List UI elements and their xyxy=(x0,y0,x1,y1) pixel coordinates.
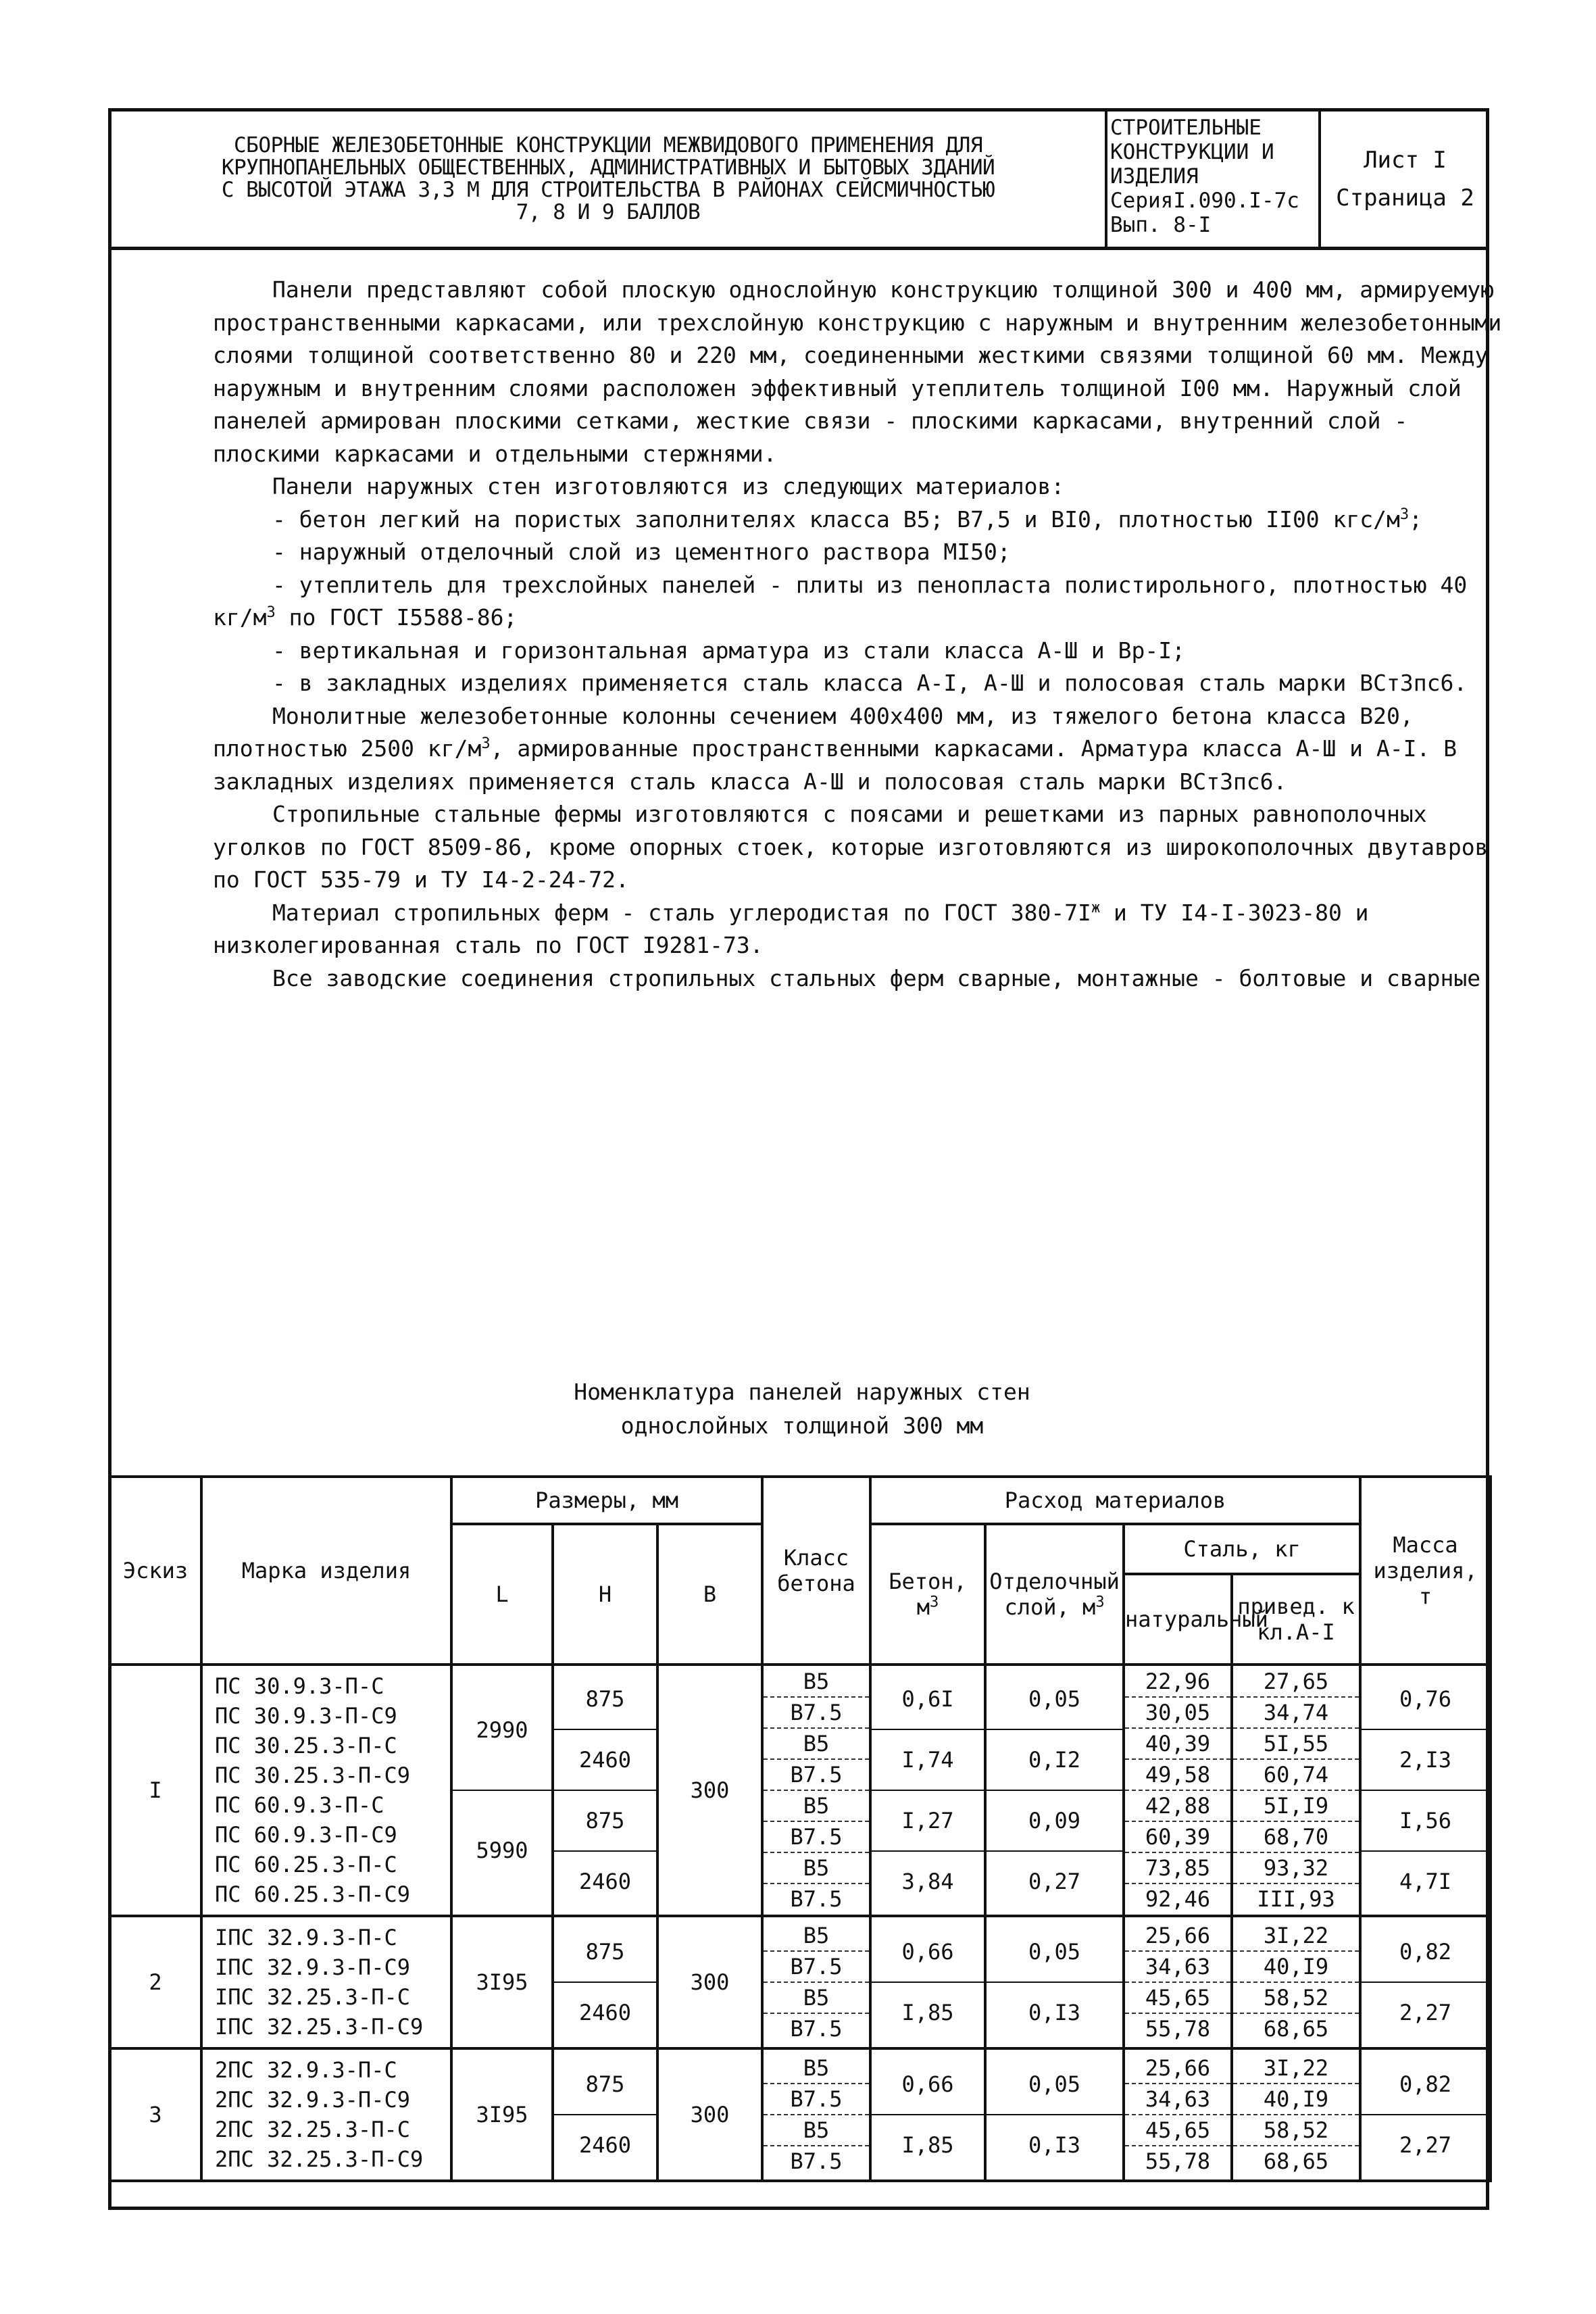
mark-cell xyxy=(201,2048,451,2181)
finish-cell-value: 0,I3 xyxy=(987,2114,1122,2175)
col-h: H xyxy=(553,1524,657,1665)
height-cell-value: 2460 xyxy=(554,1981,656,2042)
steel-reduced-cell-value: 68,70 xyxy=(1233,1821,1359,1852)
col-concrete: Бетон, $м^3$ xyxy=(870,1524,985,1665)
steel-natural-cell-value: 34,63 xyxy=(1125,1950,1230,1981)
steel-reduced-cell-value: III,93 xyxy=(1233,1883,1359,1914)
list-item: - наружный отделочный слой из цементного раствора МI50; xyxy=(272,539,1011,565)
steel-natural-cell-value: 25,66 xyxy=(1145,1923,1211,1948)
paragraph: Стропильные стальные фермы изготовляются с поясами и решетками из парных равнополочных уголков по ГОСТ 8509-86, кроме опорных стоек, которые изготовляются из широкополочных двутавров по ГОСТ 535-79 и ТУ I4-2-24-72. xyxy=(213,801,1489,893)
col-mark: Марка изделия xyxy=(201,1477,451,1665)
title-line: КРУПНОПАНЕЛЬНЫХ ОБЩЕСТВЕННЫХ, АДМИНИСТРАТИВНЫХ И БЫТОВЫХ ЗДАНИЙ xyxy=(221,155,995,180)
thickness-cell: 300 xyxy=(657,2048,762,2181)
table-row xyxy=(109,2048,1491,2181)
paragraph: Панели представляют собой плоскую однослойную конструкцию толщиной 300 и 400 мм, армируемую пространственными каркасами, или трехслойную конструкцию с наружным и внутренним железобетонными слоями толщиной соответственно 80 и 220 мм, соединенными жесткими связями толщиной 60 мм. Между наружным и внутренним слоями расположен эффективный утеплитель толщиной I00 мм. Наружный слой панелей армирован плоскими сетками, жесткие связи - плоскими каркасами, внутренний слой - плоскими каркасами и отдельными стержнями. xyxy=(213,276,1502,467)
height-cell-value: 875 xyxy=(585,2071,625,2097)
class-cell xyxy=(762,2048,870,2181)
table-row xyxy=(109,1665,1491,1916)
sketch-cell: I xyxy=(109,1665,201,1916)
steel-reduced-cell-value: 60,74 xyxy=(1233,1758,1359,1790)
product-mark: ПС 60.9.3-П-С xyxy=(215,1792,384,1818)
steel-reduced-cell-value: 58,52 xyxy=(1233,1981,1359,2013)
list-item: - в закладных изделиях применяется сталь класса А-I, А-Ш и полосовая сталь марки ВСт3пс6. xyxy=(272,670,1468,696)
sketch-cell: 3 xyxy=(109,2048,201,2181)
class-cell-value: В7.5 xyxy=(764,1883,869,1914)
product-mark: ПС 30.25.3-П-С9 xyxy=(215,1763,410,1788)
concrete-cell-value: 0,66 xyxy=(901,1939,954,1965)
product-mark: IПС 32.25.3-П-С xyxy=(215,1984,410,2010)
thickness-cell: 300 xyxy=(657,1916,762,2048)
col-consumption: Расход материалов xyxy=(870,1477,1360,1524)
series-line: Вып. 8-I xyxy=(1110,213,1212,237)
steel-natural-cell-value: 55,78 xyxy=(1125,2013,1230,2044)
class-cell-value: В7.5 xyxy=(764,1821,869,1852)
steel-reduced-cell-value: 5I,I9 xyxy=(1233,1790,1359,1821)
mass-cell-value: 0,82 xyxy=(1399,1939,1452,1965)
steel-natural-cell-value: 73,85 xyxy=(1125,1852,1230,1883)
mass-cell-value: 2,27 xyxy=(1362,1981,1489,2042)
series-line: СерияI.090.I-7с xyxy=(1110,189,1299,213)
product-mark: ПС 60.25.3-П-С xyxy=(215,1852,397,1877)
mass-cell-value: I,56 xyxy=(1362,1790,1489,1850)
finish-cell-value: 0,05 xyxy=(1028,1686,1081,1712)
class-cell-value: В5 xyxy=(764,1852,869,1883)
finish-cell-value: 0,27 xyxy=(987,1850,1122,1911)
page-frame xyxy=(108,108,1502,2210)
paragraph: Все заводские соединения стропильных стальных ферм сварные, монтажные - болтовые и сварные. xyxy=(272,964,1494,991)
paragraph: Монолитные железобетонные колонны сечением 400х400 мм, из тяжелого бетона класса В20, плотностью 2500 $кг/м^3$, армированные пространственными каркасами. Арматура класса А-Ш и А-I. В закладных изделиях применяется сталь класса А-Ш и полосовая сталь марки ВСт3пс6. xyxy=(213,702,1457,795)
list-item: - утеплитель для трехслойных панелей - плиты из пенопласта полистирольного, плотностью 40 $кг/м^3$ по ГОСТ I5588-86; xyxy=(213,571,1468,631)
height-cell xyxy=(553,2048,657,2181)
steel-reduced-cell-value: 3I,22 xyxy=(1263,2055,1329,2081)
concrete-cell-value: 0,66 xyxy=(901,2071,954,2097)
class-cell-value: В7.5 xyxy=(764,1950,869,1981)
steel-natural-cell-value: 25,66 xyxy=(1145,2055,1211,2081)
steel-natural-cell-value: 60,39 xyxy=(1125,1821,1230,1852)
steel-natural-cell-value: 45,65 xyxy=(1125,1981,1230,2013)
steel-reduced-cell-value: 93,32 xyxy=(1233,1852,1359,1883)
steel-natural-cell-value: 22,96 xyxy=(1145,1669,1211,1694)
paragraph: Материал стропильных ферм - сталь углеродистая по ГОСТ $380-7I^ж$ и ТУ I4-I-3023-80 и низколегированная сталь по ГОСТ I9281-73. xyxy=(213,899,1369,958)
finish-cell xyxy=(985,1916,1124,2048)
title-line: С ВЫСОТОЙ ЭТАЖА 3,3 М ДЛЯ СТРОИТЕЛЬСТВА В РАЙОНАХ СЕЙСМИЧНОСТЬЮ xyxy=(221,178,995,202)
col-finish: Отделочный слой, $м^3$ xyxy=(985,1524,1124,1665)
mark-cell xyxy=(201,1916,451,2048)
table-title-line: однослойных толщиной 300 мм xyxy=(620,1412,984,1439)
product-mark: IПС 32.9.3-П-С xyxy=(215,1925,397,1950)
height-cell-value: 2460 xyxy=(554,2114,656,2175)
col-sizes: Размеры, мм xyxy=(451,1477,762,1524)
col-sketch: Эскиз xyxy=(109,1477,201,1665)
sheet-number: Лист I xyxy=(1364,147,1447,174)
finish-cell-value: 0,05 xyxy=(1028,2071,1081,2097)
steel-reduced-cell xyxy=(1232,1665,1360,1916)
class-cell-value: В7.5 xyxy=(764,2083,869,2114)
concrete-cell xyxy=(870,1665,985,1916)
finish-cell-value: 0,05 xyxy=(1028,1939,1081,1965)
steel-natural-cell-value: 45,65 xyxy=(1125,2114,1230,2145)
steel-reduced-cell-value: 40,I9 xyxy=(1233,2083,1359,2114)
concrete-cell-value: 3,84 xyxy=(872,1850,984,1911)
class-cell-value: В7.5 xyxy=(764,1696,869,1727)
mass-cell-value: 4,7I xyxy=(1362,1850,1489,1911)
mass-cell xyxy=(1360,1916,1491,2048)
thickness-cell: 300 xyxy=(657,1665,762,1916)
mass-cell xyxy=(1360,2048,1491,2181)
col-steel: Сталь, кг xyxy=(1124,1524,1360,1574)
product-mark: ПС 60.9.3-П-С9 xyxy=(215,1822,397,1848)
class-cell-value: В5 xyxy=(803,2055,830,2081)
sketch-cell: 2 xyxy=(109,1916,201,2048)
table-body xyxy=(109,1665,1491,2181)
steel-reduced-cell xyxy=(1232,2048,1360,2181)
product-mark: 2ПС 32.25.3-П-С9 xyxy=(215,2146,424,2172)
steel-natural-cell xyxy=(1124,2048,1232,2181)
steel-reduced-cell xyxy=(1232,1916,1360,2048)
steel-natural-cell-value: 92,46 xyxy=(1125,1883,1230,1914)
series-line: КОНСТРУКЦИИ И xyxy=(1110,140,1274,164)
length-cell xyxy=(451,1916,553,2048)
product-mark: ПС 30.25.3-П-С xyxy=(215,1733,397,1758)
product-mark: 2ПС 32.9.3-П-С9 xyxy=(215,2087,410,2113)
steel-reduced-cell-value: 5I,55 xyxy=(1233,1727,1359,1758)
steel-reduced-cell-value: 68,65 xyxy=(1233,2013,1359,2044)
title-block xyxy=(111,112,1486,250)
steel-natural-cell xyxy=(1124,1665,1232,1916)
product-mark: 2ПС 32.9.3-П-С xyxy=(215,2057,397,2083)
concrete-cell-value: I,27 xyxy=(872,1790,984,1850)
mark-cell xyxy=(201,1665,451,1916)
height-cell xyxy=(553,1916,657,2048)
steel-natural-cell xyxy=(1124,1916,1232,2048)
length-cell xyxy=(451,1665,553,1916)
class-cell-value: В7.5 xyxy=(764,2013,869,2044)
series-line: СТРОИТЕЛЬНЫЕ xyxy=(1110,116,1262,140)
height-cell-value: 875 xyxy=(585,1686,625,1712)
mass-cell-value: 0,82 xyxy=(1399,2071,1452,2097)
product-mark: ПС 30.9.3-П-С xyxy=(215,1673,384,1699)
class-cell-value: В5 xyxy=(764,1981,869,2013)
steel-natural-cell-value: 49,58 xyxy=(1125,1758,1230,1790)
series-info xyxy=(1105,112,1321,247)
table-row xyxy=(109,1916,1491,2048)
length-cell-value: 2990 xyxy=(476,1717,528,1743)
mass-cell-value: 0,76 xyxy=(1399,1686,1452,1712)
length-cell-value: 3I95 xyxy=(476,2102,528,2127)
steel-reduced-cell-value: 58,52 xyxy=(1233,2114,1359,2145)
concrete-cell-value: I,74 xyxy=(872,1729,984,1790)
steel-reduced-cell-value: 34,74 xyxy=(1233,1696,1359,1727)
class-cell xyxy=(762,1916,870,2048)
class-cell xyxy=(762,1665,870,1916)
class-cell-value: В5 xyxy=(764,1790,869,1821)
class-cell-value: В5 xyxy=(764,1727,869,1758)
product-mark: ПС 60.25.3-П-С9 xyxy=(215,1881,410,1907)
length-cell xyxy=(451,2048,553,2181)
mass-cell-value: 2,27 xyxy=(1362,2114,1489,2175)
mass-cell xyxy=(1360,1665,1491,1916)
sheet-info xyxy=(1321,112,1489,247)
col-steel-reduced: привед. к кл.А-I xyxy=(1232,1574,1360,1665)
concrete-cell-value: I,85 xyxy=(872,2114,984,2175)
col-steel-natural: натуральный xyxy=(1124,1574,1232,1665)
steel-reduced-cell-value: 40,I9 xyxy=(1233,1950,1359,1981)
steel-reduced-cell-value: 3I,22 xyxy=(1263,1923,1329,1948)
list-item: - бетон легкий на пористых заполнителях класса В5; В7,5 и ВI0, плотностью II00 кгс/$м^3$; xyxy=(272,506,1423,533)
steel-reduced-cell-value: 68,65 xyxy=(1233,2145,1359,2176)
height-cell xyxy=(553,1665,657,1916)
steel-natural-cell-value: 30,05 xyxy=(1125,1696,1230,1727)
finish-cell-value: 0,I3 xyxy=(987,1981,1122,2042)
concrete-cell-value: I,85 xyxy=(872,1981,984,2042)
steel-natural-cell-value: 34,63 xyxy=(1125,2083,1230,2114)
class-cell-value: В7.5 xyxy=(764,1758,869,1790)
title-line: 7, 8 И 9 БАЛЛОВ xyxy=(516,200,701,224)
product-mark: ПС 30.9.3-П-С9 xyxy=(215,1703,397,1729)
class-cell-value: В7.5 xyxy=(764,2145,869,2176)
finish-cell-value: 0,09 xyxy=(987,1790,1122,1850)
product-mark: IПС 32.9.3-П-С9 xyxy=(215,1954,410,1980)
steel-natural-cell-value: 42,88 xyxy=(1125,1790,1230,1821)
concrete-cell-value: 0,6I xyxy=(901,1686,954,1712)
steel-reduced-cell-value: 27,65 xyxy=(1263,1669,1329,1694)
description-text xyxy=(213,274,1503,995)
steel-natural-cell-value: 55,78 xyxy=(1125,2145,1230,2176)
list-item: - вертикальная и горизонтальная арматура из стали класса А-Ш и Вр-I; xyxy=(272,637,1186,664)
paragraph: Панели наружных стен изготовляются из следующих материалов: xyxy=(272,473,1065,499)
length-cell-value: 5990 xyxy=(453,1790,551,1910)
document-title xyxy=(111,112,1107,247)
concrete-cell xyxy=(870,2048,985,2181)
height-cell-value: 2460 xyxy=(554,1850,656,1911)
product-mark: IПС 32.25.3-П-С9 xyxy=(215,2014,424,2040)
series-line: ИЗДЕЛИЯ xyxy=(1110,164,1199,189)
col-mass: Масса изделия, т xyxy=(1360,1477,1491,1665)
height-cell-value: 2460 xyxy=(554,1729,656,1790)
col-b: B xyxy=(657,1524,762,1665)
class-cell-value: В5 xyxy=(803,1923,830,1948)
page-number: Страница 2 xyxy=(1336,184,1474,212)
steel-natural-cell-value: 40,39 xyxy=(1125,1727,1230,1758)
mass-cell-value: 2,I3 xyxy=(1362,1729,1489,1790)
nomenclature-table xyxy=(108,1475,1492,2182)
product-mark: 2ПС 32.25.3-П-С xyxy=(215,2117,410,2142)
concrete-cell xyxy=(870,1916,985,2048)
finish-cell xyxy=(985,1665,1124,1916)
height-cell-value: 875 xyxy=(554,1790,656,1850)
col-class: Класс бетона xyxy=(762,1477,870,1665)
table-title xyxy=(111,1375,1493,1443)
height-cell-value: 875 xyxy=(585,1939,625,1965)
title-line: СБОРНЫЕ ЖЕЛЕЗОБЕТОННЫЕ КОНСТРУКЦИИ МЕЖВИДОВОГО ПРИМЕНЕНИЯ ДЛЯ xyxy=(234,133,982,157)
length-cell-value: 3I95 xyxy=(476,1969,528,1995)
finish-cell-value: 0,I2 xyxy=(987,1729,1122,1790)
class-cell-value: В5 xyxy=(764,2114,869,2145)
class-cell-value: В5 xyxy=(803,1669,830,1694)
col-l: L xyxy=(451,1524,553,1665)
finish-cell xyxy=(985,2048,1124,2181)
table-title-line: Номенклатура панелей наружных стен xyxy=(574,1379,1030,1405)
